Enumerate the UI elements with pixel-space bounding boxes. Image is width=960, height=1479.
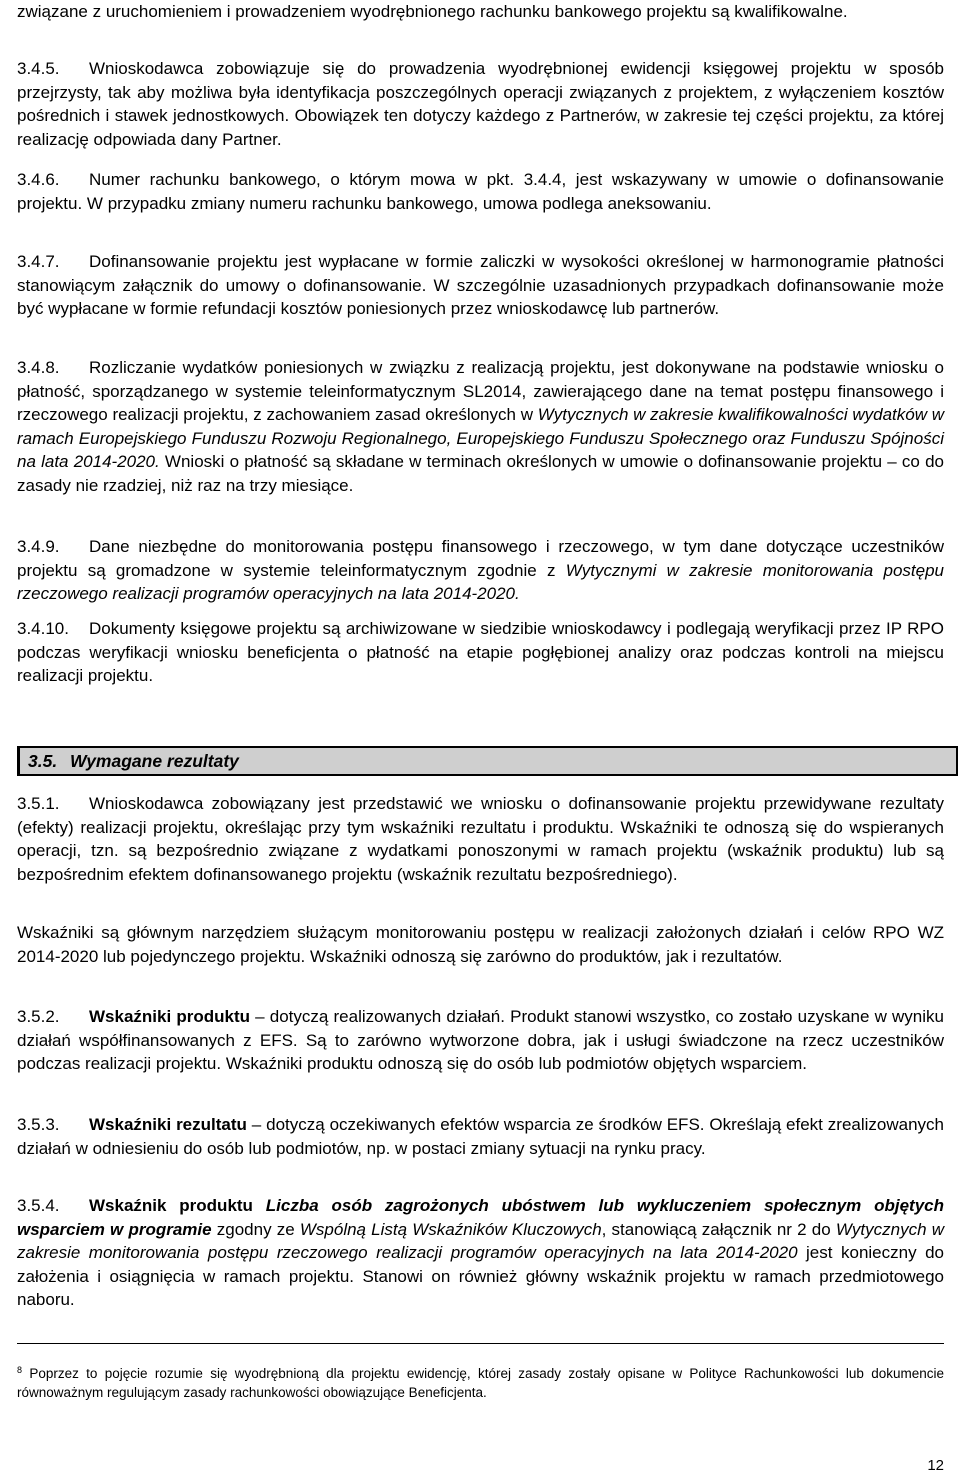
paragraph-number: 3.4.8.: [17, 358, 60, 377]
guidelines-reference: Wytycznych w zakresie monitorowania postępu rzeczowego realizacji programów operacyjnych na lata 2014-2020: [17, 1219, 944, 1262]
footnote-marker: 8: [17, 1365, 23, 1375]
paragraph-text: – dotyczą oczekiwanych efektów wsparcia ze środków EFS. Określają efekt zrealizowanych działań w odniesieniu do osób lub podmiotów, np. w postaci zmiany sytuacji na rynku pracy.: [17, 1115, 945, 1158]
paragraph-text: , stanowiącą załącznik nr 2 do: [601, 1219, 836, 1239]
term-bold: Wskaźnik produktu: [89, 1196, 266, 1215]
footnote-text: Poprzez to pojęcie rozumie się wyodrębnioną dla projektu ewidencję, której zasady zostały opisane w Polityce Rachunkowości lub dokumencie równoważnym regulującym zasady rachunkowości obowiązujące Beneficjenta.: [17, 1366, 944, 1400]
paragraph-number: 3.5.1.: [17, 794, 60, 813]
paragraph-number: 3.5.3.: [17, 1115, 60, 1134]
paragraph-text: Dofinansowanie projektu jest wypłacane w formie zaliczki w wysokości określonej w harmonogramie płatności stanowiącym załącznik do umowy o dofinansowanie. W szczególnie uzasadnionych przypadkach dofinansowanie może być wypłacane w formie refundacji kosztów poniesionych przez wnioskodawcę lub partnerów.: [17, 252, 944, 318]
paragraph-text: – dotyczą realizowanych działań. Produkt stanowi wszystko, co zostało uzyskane w wyniku działań współfinansowanych z EFS. Są to zarówno wytworzone dobra, jak i usługi świadczone na rzecz uczestników podczas realizacji projektu. Wskaźniki produktu odnoszą się do osób lub podmiotów objętych wsparciem.: [17, 1007, 944, 1073]
term-bold: Wskaźniki rezultatu: [89, 1115, 247, 1134]
section-heading: [17, 746, 958, 776]
intro-paragraph: [17, 0, 848, 24]
guidelines-reference: Wytycznymi w zakresie monitorowania postępu rzeczowego realizacji programów operacyjnych na lata 2014-2020.: [17, 560, 945, 603]
paragraph-3-5-3: [17, 1113, 944, 1160]
paragraph-text: Wskaźniki są głównym narzędziem służącym monitorowaniu postępu w realizacji założonych działań i celów RPO WZ 2014-2020 lub pojedynczego projektu. Wskaźniki odnoszą się zarówno do produktów, jak i rezultatów.: [17, 923, 944, 966]
paragraph-3-5-4: [17, 1194, 944, 1312]
paragraph-3-4-7: [17, 250, 944, 321]
section-number: 3.5.: [28, 751, 58, 771]
indicator-name: Liczba osób zagrożonych ubóstwem lub wykluczeniem społecznym objętych wsparciem w programie: [17, 1196, 944, 1239]
paragraph-number: 3.4.10.: [17, 619, 69, 638]
footnote-divider: [17, 1343, 944, 1344]
paragraph-3-4-5: [17, 57, 944, 151]
paragraph-3-4-8: [17, 356, 944, 497]
paragraph-number: 3.5.2.: [17, 1007, 60, 1026]
paragraph-text: jest konieczny do założenia i osiągnięcia w ramach projektu. Stanowi on również główny wskaźnik projektu w ramach przedmiotowego naboru.: [17, 1243, 944, 1309]
paragraph-number: 3.4.9.: [17, 537, 60, 556]
paragraph-text: Wnioski o płatność są składane w terminach określonych w umowie o dofinansowanie projektu – co do zasady nie rzadziej, niż raz na trzy miesiące.: [17, 452, 944, 495]
paragraph-3-4-10: [17, 617, 944, 688]
paragraph-number: 3.4.6.: [17, 170, 60, 189]
paragraph-3-5-2: [17, 1005, 944, 1076]
paragraph-text: Wnioskodawca zobowiązuje się do prowadzenia wyodrębnionej ewidencji księgowej projektu w sposób przejrzysty, tak aby możliwa była identyfikacja poszczególnych operacji związanych z projektem, z wyłączeniem kosztów pośrednich i stawek jednostkowych. Obowiązek ten dotyczy każdego z Partnerów, w zakresie tej części projektu, za której realizację odpowiada dany Partner.: [17, 59, 944, 149]
paragraph-text: Dokumenty księgowe projektu są archiwizowane w siedzibie wnioskodawcy i podlegają weryfikacji przez IP RPO podczas weryfikacji wniosku beneficjenta o płatność na etapie pogłębionej analizy oraz podczas kontroli na miejscu realizacji projektu.: [17, 619, 944, 685]
section-title: Wymagane rezultaty: [70, 751, 239, 771]
paragraph-3-5-1: [17, 792, 944, 886]
paragraph-text: Wnioskodawca zobowiązany jest przedstawić we wniosku o dofinansowanie projektu przewidywane rezultaty (efekty) realizacji projektu, określając przy tym wskaźniki rezultatu i produktu. Wskaźniki te odnoszą się do wspieranych operacji, tzn. są bezpośrednio związane z wydatkami ponoszonymi w ramach projektu (wskaźnik produktu) lub są bezpośrednim efektem dofinansowanego projektu (wskaźnik rezultatu bezpośredniego).: [17, 794, 944, 884]
paragraph-number: 3.4.7.: [17, 252, 60, 271]
guidelines-reference: Wytycznych w zakresie kwalifikowalności wydatków w ramach Europejskiego Funduszu Rozwoju Regionalnego, Europejskiego Funduszu Społecznego oraz Funduszu Spójności na lata 2014-2020.: [17, 405, 944, 471]
paragraph-text: Rozliczanie wydatków poniesionych w związku z realizacją projektu, jest dokonywane na podstawie wniosku o płatność, sporządzanego w systemie teleinformatycznym SL2014, zawierającego dane na temat postępu finansowego i rzeczowego realizacji projektu, z zachowaniem zasad określonych w: [17, 358, 944, 424]
paragraph-text: zgodny ze: [211, 1219, 300, 1239]
paragraph-3-4-9: [17, 535, 944, 606]
intro-text: związane z uruchomieniem i prowadzeniem wyodrębnionego rachunku bankowego projektu są kwalifikowalne.: [17, 2, 848, 21]
paragraph-indicators: [17, 921, 944, 968]
paragraph-3-4-6: [17, 168, 944, 215]
footnote: [17, 1364, 944, 1402]
page-number: 12: [927, 1457, 944, 1474]
paragraph-number: 3.4.5.: [17, 59, 60, 78]
paragraph-text: Dane niezbędne do monitorowania postępu finansowego i rzeczowego, w tym dane dotyczące uczestników projektu są gromadzone w systemie teleinformatycznym zgodnie z: [17, 537, 944, 580]
paragraph-text: Numer rachunku bankowego, o którym mowa w pkt. 3.4.4, jest wskazywany w umowie o dofinansowanie projektu. W przypadku zmiany numeru rachunku bankowego, umowa podlega aneksowaniu.: [17, 170, 944, 213]
key-indicators-reference: Wspólną Listą Wskaźników Kluczowych: [299, 1219, 602, 1239]
term-bold: Wskaźniki produktu: [89, 1007, 251, 1026]
paragraph-number: 3.5.4.: [17, 1196, 60, 1215]
